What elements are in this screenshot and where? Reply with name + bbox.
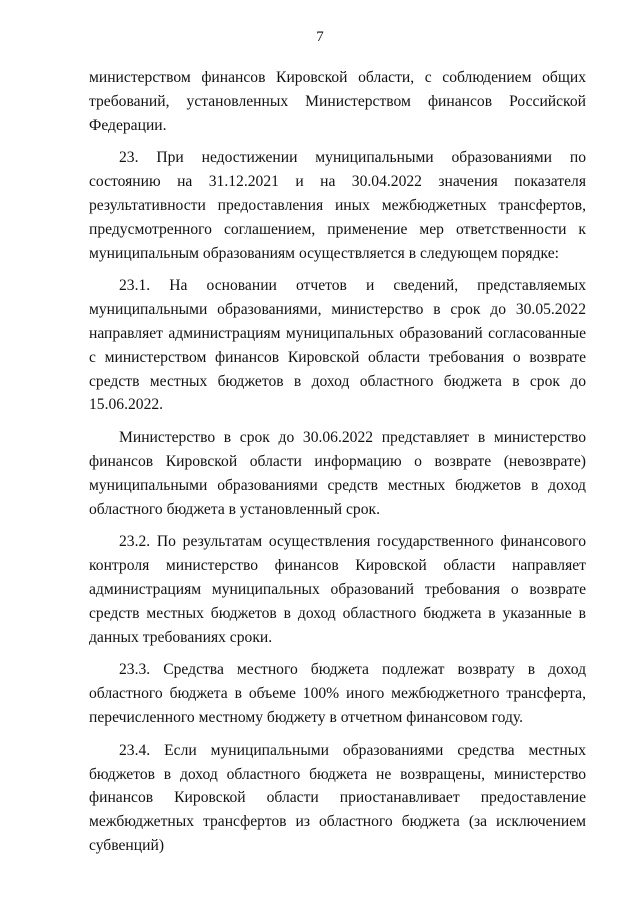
paragraph-continuation: министерством финансов Кировской области, с соблюдением общих требований, установленных Министерством финансов Российской Федерации.	[89, 69, 586, 134]
page-number: 7	[316, 29, 324, 45]
paragraph-23-3: 23.3. Средства местного бюджета подлежат возврату в доход областного бюджета в объеме 100% иного межбюджетного трансферта, перечисленного местному бюджету в отчетном финансовом году.	[89, 661, 586, 726]
document-body	[89, 66, 586, 858]
paragraph-23-1-ministry: Министерство в срок до 30.06.2022 представляет в министерство финансов Кировской области информацию о возврате (невозврате) муниципальными образованиями средств местных бюджетов в доход областного бюджета в установленный срок.	[89, 429, 586, 518]
paragraph-23-2: 23.2. По результатам осуществления государственного финансового контроля министерство финансов Кировской области направляет администрациям муниципальных образований требования о возврате средств местных бюджетов в доход областного бюджета в указанные в данных требованиях сроки.	[89, 533, 586, 646]
paragraph-23-4: 23.4. Если муниципальными образованиями средства местных бюджетов в доход областного бюджета не возвращены, министерство финансов Кировской области приостанавливает предоставление межбюджетных трансфертов из областного бюджета (за исключением субвенций)	[89, 741, 586, 854]
paragraph-23: 23. При недостижении муниципальными образованиями по состоянию на 31.12.2021 и на 30.04.2022 значения показателя результативности предоставления иных межбюджетных трансфертов, предусмотренного соглашением, применение мер ответственности к муниципальным образованиям осуществляется в следующем порядке:	[89, 149, 586, 262]
paragraph-23-1: 23.1. На основании отчетов и сведений, представляемых муниципальными образованиями, министерство в срок до 30.05.2022 направляет администрациям муниципальных образований согласованные с министерством финансов Кировской области требования о возврате средств местных бюджетов в доход областного бюджета в срок до 15.06.2022.	[89, 277, 586, 414]
